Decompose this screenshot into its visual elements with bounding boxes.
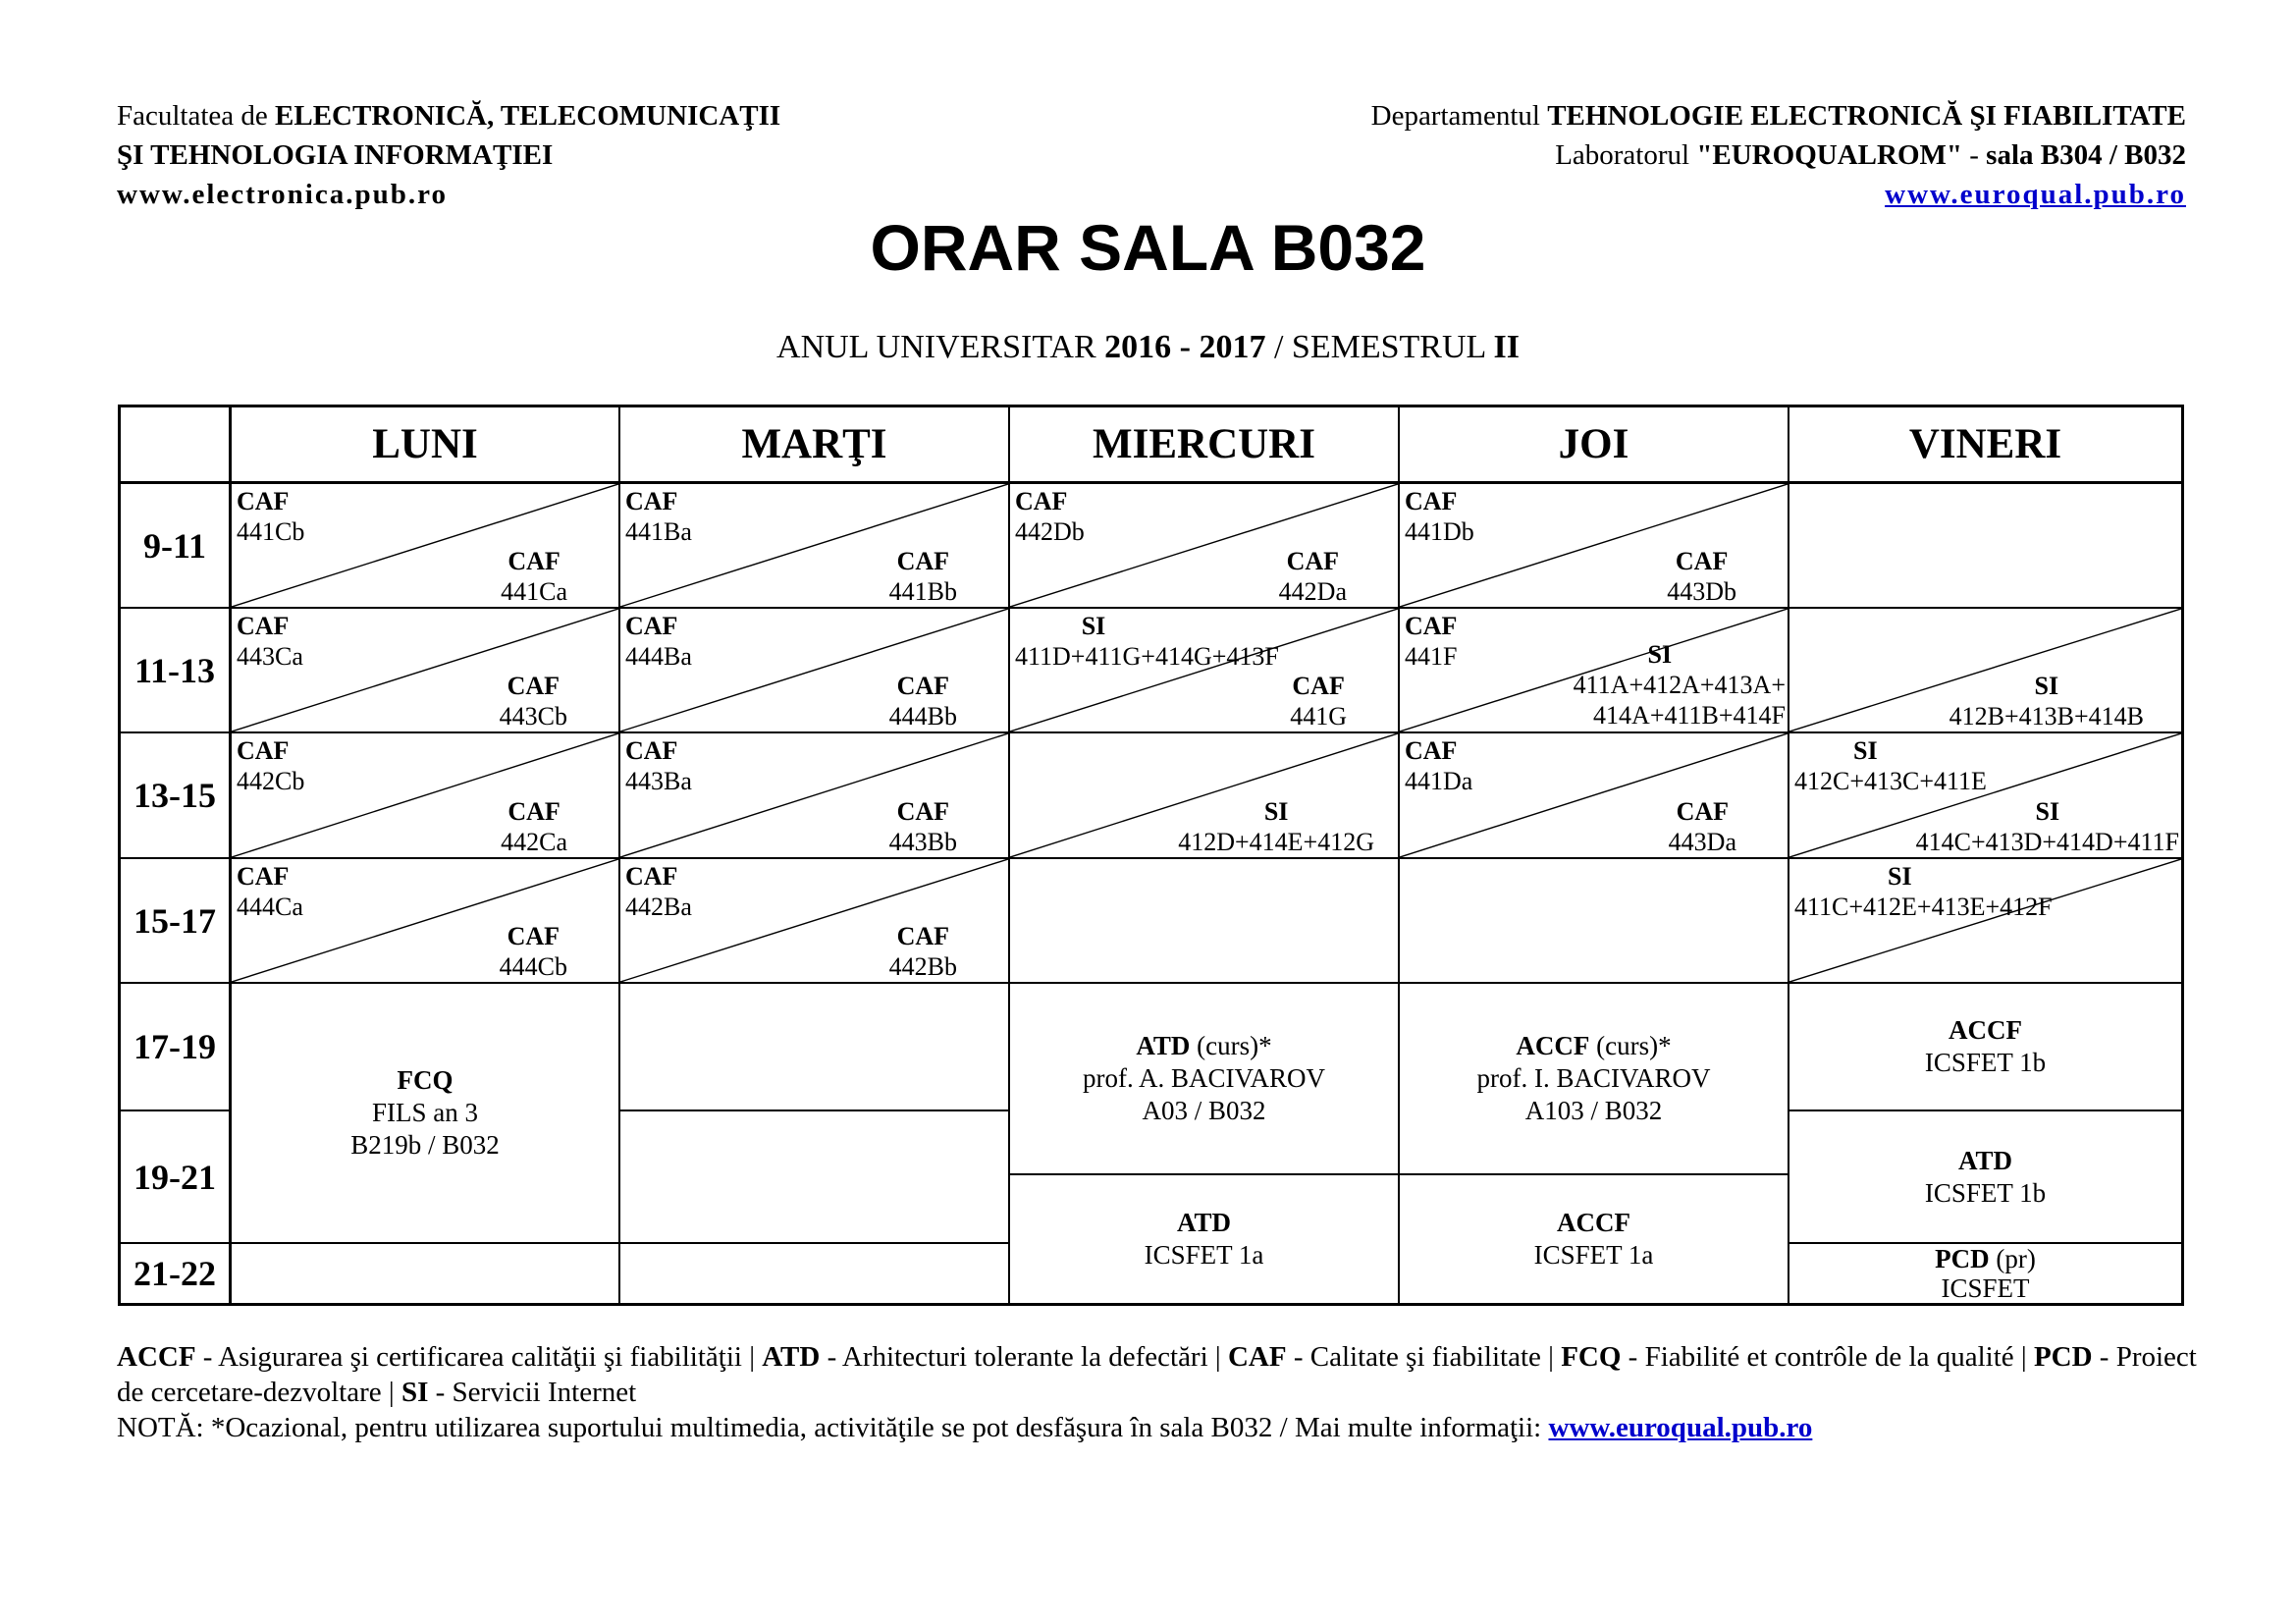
slot-group-a: SI 411D+411G+414G+413F — [1015, 612, 1279, 671]
slot-group-b: CAF 441Bb — [888, 547, 957, 606]
slot-luni-15-17 — [232, 859, 620, 984]
slot-joi-17-20 — [1400, 984, 1789, 1175]
slot-group-b: SI 414C+413D+414D+411F — [1915, 797, 2179, 856]
faculty-website-link[interactable]: www.electronica.pub.ro — [117, 179, 448, 210]
split-slot — [1789, 859, 2181, 982]
faculty-prefix: Facultatea de — [117, 100, 276, 132]
slot-group-a: CAF 442Db — [1015, 487, 1085, 546]
slot-miercuri-9-11 — [1010, 484, 1400, 609]
slot-vineri-17-19 — [1789, 984, 2181, 1111]
subtitle-semester-label: SEMESTRUL — [1291, 329, 1494, 365]
slot-group-a: CAF 441Da — [1405, 736, 1473, 795]
split-slot — [1010, 484, 1398, 607]
slot-marti-19-21 — [620, 1111, 1010, 1244]
subtitle-semester: II — [1493, 329, 1520, 365]
slot-group-a: CAF 443Ba — [625, 736, 692, 795]
time-label: 13-15 — [121, 733, 232, 859]
time-label: 9-11 — [121, 484, 232, 609]
subtitle-years: 2016 - 2017 — [1104, 329, 1266, 365]
day-header-marti: MARŢI — [620, 407, 1010, 484]
slot-group-b: CAF 443Db — [1667, 547, 1736, 606]
day-header-joi: JOI — [1400, 407, 1789, 484]
slot-content: ACCF (curs)* prof. I. BACIVAROV A103 / B032 — [1476, 1031, 1711, 1125]
slot-marti-13-15 — [620, 733, 1010, 859]
slot-luni-9-11 — [232, 484, 620, 609]
lab-prefix: Laboratorul — [1555, 139, 1697, 171]
slot-group-a: CAF 443Ca — [237, 612, 303, 671]
slot-group-a: CAF 442Ba — [625, 862, 692, 921]
lab-room: sala B304 / B032 — [1986, 139, 2186, 171]
slot-joi-15-17 — [1400, 859, 1789, 984]
slot-group-a: CAF 442Cb — [237, 736, 305, 795]
time-label: 21-22 — [121, 1244, 232, 1303]
split-slot — [232, 484, 618, 607]
slot-joi-13-15 — [1400, 733, 1789, 859]
slot-group-b: CAF 441G — [1290, 672, 1347, 731]
slot-group-b: CAF 442Bb — [888, 922, 957, 981]
corner-cell — [121, 407, 232, 484]
slot-group-b: CAF 443Cb — [499, 672, 567, 731]
slot-group-b: SI 412D+414E+412G — [1178, 797, 1374, 856]
slot-miercuri-15-17 — [1010, 859, 1400, 984]
faculty-name: ELECTRONICĂ, TELECOMUNICAŢII — [275, 100, 781, 132]
slot-marti-9-11 — [620, 484, 1010, 609]
split-slot — [1010, 733, 1398, 857]
department-prefix: Departamentul — [1370, 100, 1548, 132]
slot-group-b: CAF 442Da — [1278, 547, 1347, 606]
split-slot — [620, 609, 1008, 731]
lab-name: "EUROQUALROM" — [1696, 139, 1962, 171]
slot-group-a: CAF 444Ba — [625, 612, 692, 671]
day-header-vineri: VINERI — [1789, 407, 2181, 484]
slot-content: ATD ICSFET 1a — [1144, 1208, 1264, 1270]
slot-group-a: SI 411C+412E+413E+412F — [1794, 862, 2053, 921]
split-slot — [1400, 609, 1788, 731]
slot-content: FCQ FILS an 3 B219b / B032 — [350, 1065, 500, 1160]
slot-group-a: CAF 441Cb — [237, 487, 305, 546]
slot-vineri-21-22 — [1789, 1244, 2181, 1303]
slot-luni-13-15 — [232, 733, 620, 859]
slot-group-b: CAF 441Ca — [501, 547, 567, 606]
slot-miercuri-20-22 — [1010, 1175, 1400, 1303]
department-name: TEHNOLOGIE ELECTRONICĂ ŞI FIABILITATE — [1547, 100, 2186, 132]
slot-vineri-15-17 — [1789, 859, 2181, 984]
time-label: 15-17 — [121, 859, 232, 984]
slot-vineri-11-13 — [1789, 609, 2181, 733]
slot-group-b: CAF 443Da — [1668, 797, 1736, 856]
subtitle-prefix: ANUL UNIVERSITAR — [776, 329, 1105, 365]
split-slot — [232, 609, 618, 731]
slot-joi-20-22 — [1400, 1175, 1789, 1303]
note-website-link[interactable]: www.euroqual.pub.ro — [1548, 1412, 1813, 1443]
slot-group-b: SI 412B+413B+414B — [1949, 672, 2144, 731]
slot-content: ATD ICSFET 1b — [1924, 1145, 2047, 1208]
split-slot — [1789, 733, 2181, 857]
slot-group-a: CAF 441F — [1405, 612, 1458, 671]
slot-miercuri-17-20 — [1010, 984, 1400, 1175]
slot-content: ATD (curs)* prof. A. BACIVAROV A03 / B032 — [1082, 1031, 1326, 1125]
slot-vineri-19-21 — [1789, 1111, 2181, 1244]
split-slot — [232, 733, 618, 857]
slot-luni-21-22 — [232, 1244, 620, 1303]
faculty-header — [117, 96, 780, 214]
time-label: 11-13 — [121, 609, 232, 733]
time-label: 17-19 — [121, 984, 232, 1111]
split-slot — [620, 859, 1008, 982]
legend-abbreviations: ACCF - Asigurarea şi certificarea calităţii şi fiabilităţii | ATD - Arhitecturi tolerante la defectări | CAF - Calitate şi fiabilitate | FCQ - Fiabilité et contrôle de la qualité | PCD - Proiect de cercetare-dezvoltare | SI - Servicii Internet — [117, 1341, 2197, 1408]
page-subtitle — [0, 328, 2296, 367]
time-label: 19-21 — [121, 1111, 232, 1244]
split-slot — [620, 484, 1008, 607]
slot-joi-9-11 — [1400, 484, 1789, 609]
slot-group-a: CAF 441Db — [1405, 487, 1474, 546]
slot-content: PCD (pr) ICSFET — [1935, 1244, 2036, 1303]
split-slot — [1400, 484, 1788, 607]
day-header-miercuri: MIERCURI — [1010, 407, 1400, 484]
split-slot — [1400, 733, 1788, 857]
slot-group-b: CAF 442Ca — [501, 797, 567, 856]
department-header — [1371, 96, 2186, 214]
slot-vineri-13-15 — [1789, 733, 2181, 859]
legend — [117, 1339, 2208, 1445]
day-header-luni: LUNI — [232, 407, 620, 484]
split-slot — [1789, 609, 2181, 731]
slot-group-b: SI 411A+412A+413A+ 414A+411B+414F — [1573, 640, 1786, 730]
lab-separator: - — [1961, 139, 1987, 171]
slot-marti-11-13 — [620, 609, 1010, 733]
legend-note: NOTĂ: *Ocazional, pentru utilizarea suportului multimedia, activităţile se pot desfăşura în sala B032 / Mai multe informaţii: www.euroqual.pub.ro — [117, 1412, 1813, 1443]
slot-group-b: CAF 443Bb — [888, 797, 957, 856]
slot-miercuri-11-13 — [1010, 609, 1400, 733]
page-title: ORAR SALA B032 — [870, 211, 1426, 284]
slot-group-a: CAF 444Ca — [237, 862, 303, 921]
slot-content: ACCF ICSFET 1a — [1533, 1208, 1654, 1270]
timetable — [118, 405, 2184, 1306]
subtitle-separator: / — [1265, 329, 1292, 365]
slot-miercuri-13-15 — [1010, 733, 1400, 859]
slot-vineri-9-11 — [1789, 484, 2181, 609]
slot-marti-15-17 — [620, 859, 1010, 984]
slot-group-a: CAF 441Ba — [625, 487, 692, 546]
slot-group-b: CAF 444Cb — [499, 922, 567, 981]
slot-content: ACCF ICSFET 1b — [1924, 1015, 2047, 1077]
slot-luni-11-13 — [232, 609, 620, 733]
department-website-link[interactable]: www.euroqual.pub.ro — [1885, 179, 2186, 210]
slot-group-a: SI 412C+413C+411E — [1794, 736, 1987, 795]
slot-luni-17-21 — [232, 984, 620, 1244]
slot-joi-11-13 — [1400, 609, 1789, 733]
split-slot — [232, 859, 618, 982]
slot-marti-21-22 — [620, 1244, 1010, 1303]
split-slot — [1010, 609, 1398, 731]
split-slot — [620, 733, 1008, 857]
slot-marti-17-19 — [620, 984, 1010, 1111]
slot-group-b: CAF 444Bb — [888, 672, 957, 731]
faculty-name-2: ŞI TEHNOLOGIA INFORMAŢIEI — [117, 139, 554, 171]
